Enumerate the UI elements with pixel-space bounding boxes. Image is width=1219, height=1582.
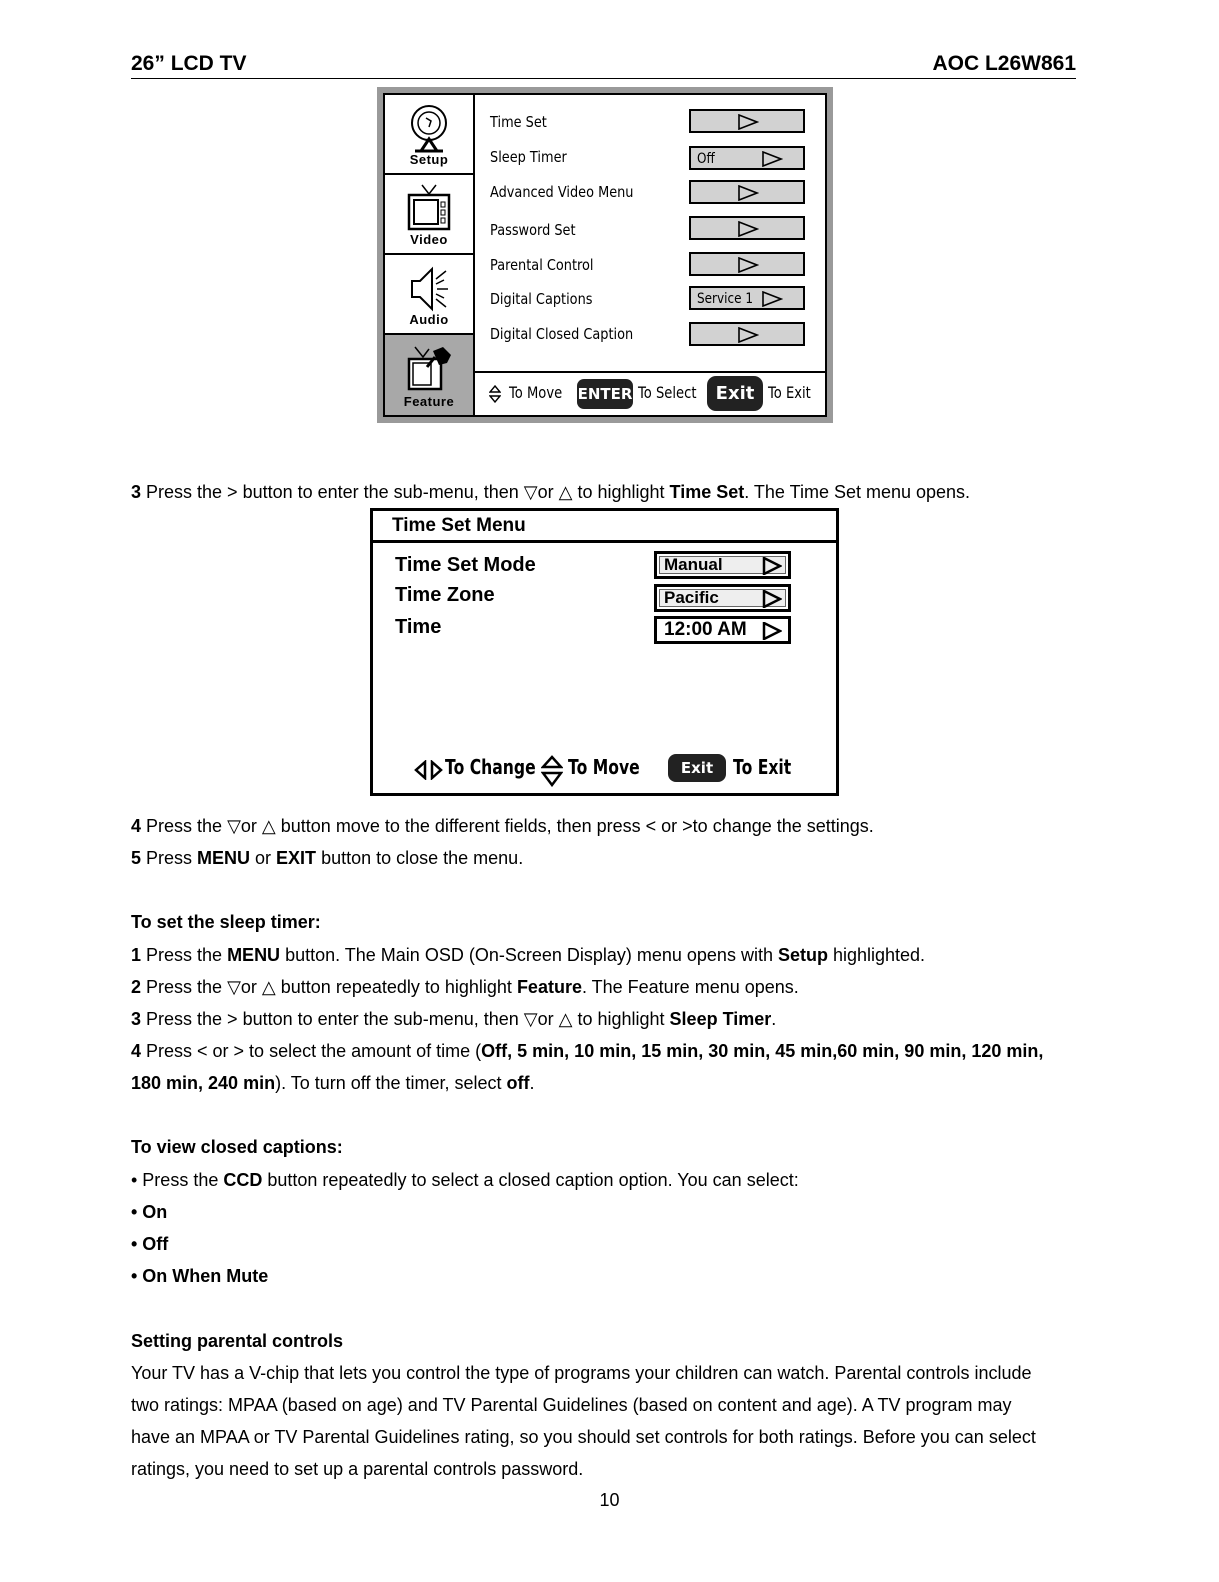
setup-icon: [407, 103, 451, 153]
down-triangle-icon: ▽: [523, 482, 538, 502]
exit-key-badge: Exit: [668, 754, 726, 782]
parental-paragraph-line: have an MPAA or TV Parental Guidelines rating, so you should set controls for both ratings. Before you can select: [131, 1427, 1036, 1447]
sleep-step-2: 2 Press the ▽or △ button repeatedly to highlight Feature. The Feature menu opens.: [131, 977, 799, 997]
arrow-right-icon: [737, 257, 759, 273]
down-triangle-icon: ▽: [227, 977, 241, 997]
parental-paragraph-line: Your TV has a V-chip that lets you control the type of programs your children can watch. Parental controls include: [131, 1363, 1032, 1383]
time-set-mode-value: Manual: [654, 551, 791, 579]
sleep-step-3: 3 Press the > button to enter the sub-menu, then ▽or △ to highlight Sleep Timer.: [131, 1009, 777, 1029]
captions-heading: To view closed captions:: [131, 1137, 343, 1157]
tab-audio: [385, 255, 473, 335]
arrow-right-icon: [762, 590, 782, 608]
sleep-timer-heading: To set the sleep timer:: [131, 912, 321, 932]
enter-key-badge: ENTER: [577, 379, 633, 409]
up-triangle-icon: △: [261, 977, 276, 997]
captions-instruction: • Press the CCD button repeatedly to select a closed caption option. You can select:: [131, 1170, 799, 1190]
value-box-advanced-video: [689, 180, 805, 204]
arrow-right-icon: [737, 185, 759, 201]
menu-item-parental-control: Parental Control: [490, 256, 594, 274]
osd-sidebar: [385, 95, 475, 415]
time-set-mode-label: Time Set Mode: [395, 554, 536, 576]
time-zone-label: Time Zone: [395, 584, 495, 606]
header-model-type: 26” LCD TV: [131, 52, 247, 75]
header-model-name: AOC L26W861: [932, 52, 1076, 75]
step-3-text: 3 Press the > button to enter the sub-menu, then ▽or △ to highlight Time Set. The Time Set menu opens.: [131, 482, 971, 502]
menu-item-sleep-timer: Sleep Timer: [490, 148, 567, 166]
step-4-text: 4 Press the ▽or △ button move to the different fields, then press < or >to change the settings.: [131, 816, 874, 836]
value-box-time-set: [689, 109, 805, 133]
arrow-right-icon: [737, 221, 759, 237]
up-down-arrow-icon: [489, 385, 501, 403]
menu-item-advanced-video: Advanced Video Menu: [490, 183, 634, 201]
page-header: [131, 52, 1076, 79]
page-number: 10: [599, 1490, 620, 1510]
footer-exit-text: To Exit: [733, 755, 792, 779]
tab-label: Video: [410, 232, 448, 247]
feature-icon: [403, 343, 455, 393]
time-label: Time: [395, 616, 442, 638]
parental-paragraph-line: two ratings: MPAA (based on age) and TV Parental Guidelines (based on content and age). A TV program may: [131, 1395, 1012, 1415]
time-zone-value: Pacific: [654, 584, 791, 612]
speaker-icon: [406, 263, 452, 313]
arrow-right-icon: [761, 291, 783, 307]
tab-video: [385, 175, 473, 255]
time-set-menu-title: Time Set Menu: [373, 511, 836, 543]
menu-item-digital-closed-caption: Digital Closed Caption: [490, 325, 634, 343]
down-triangle-icon: ▽: [227, 816, 241, 836]
exit-key-badge: Exit: [707, 376, 763, 411]
time-set-menu-figure: [370, 508, 839, 796]
arrow-right-icon: [761, 151, 783, 167]
sleep-step-4: 4 Press < or > to select the amount of time (Off, 5 min, 10 min, 15 min, 30 min, 45 min,60 min, 90 min, 120 min,: [131, 1041, 1044, 1061]
tab-feature: [385, 335, 473, 415]
caption-option-on: • On: [131, 1202, 168, 1222]
up-triangle-icon: △: [558, 1009, 573, 1029]
tab-setup: [385, 95, 473, 175]
tab-label: Audio: [409, 312, 449, 327]
footer-move-text: To Move: [509, 383, 563, 402]
parental-paragraph-line: ratings, you need to set up a parental controls password.: [131, 1459, 584, 1479]
arrow-right-icon: [737, 114, 759, 130]
menu-item-digital-captions: Digital Captions: [490, 290, 593, 308]
down-triangle-icon: ▽: [523, 1009, 538, 1029]
step-5-text: 5 Press MENU or EXIT button to close the menu.: [131, 848, 524, 868]
value-box-parental-control: [689, 252, 805, 276]
parental-heading: Setting parental controls: [131, 1331, 344, 1351]
footer-select-text: To Select: [638, 383, 697, 402]
arrow-right-icon: [737, 327, 759, 343]
value-box-digital-captions: Service 1: [689, 286, 805, 310]
time-value: 12:00 AM: [654, 616, 791, 644]
sleep-step-4-cont: 180 min, 240 min). To turn off the timer, select off.: [131, 1073, 535, 1093]
tv-icon: [406, 183, 452, 233]
value-box-sleep-timer: Off: [689, 146, 805, 170]
sleep-step-1: 1 Press the MENU button. The Main OSD (On-Screen Display) menu opens with Setup highlighted.: [131, 945, 926, 965]
up-triangle-icon: △: [261, 816, 276, 836]
footer-exit-text: To Exit: [768, 383, 811, 402]
footer-change-text: To Change: [445, 755, 536, 779]
up-triangle-icon: △: [558, 482, 573, 502]
menu-item-password-set: Password Set: [490, 221, 576, 239]
footer-move-text: To Move: [568, 755, 640, 779]
tab-label: Setup: [409, 152, 449, 167]
tab-label: Feature: [403, 394, 455, 409]
osd-footer: [475, 371, 827, 415]
arrow-right-icon: [762, 557, 782, 575]
left-right-arrow-icon: [413, 760, 445, 780]
up-down-arrow-icon: [541, 755, 563, 787]
caption-option-on-when-mute: • On When Mute: [131, 1266, 269, 1286]
feature-menu-figure: [377, 87, 833, 423]
value-box-digital-closed-caption: [689, 322, 805, 346]
value-box-password-set: [689, 216, 805, 240]
caption-option-off: • Off: [131, 1234, 169, 1254]
arrow-right-icon: [762, 622, 782, 640]
menu-item-time-set: Time Set: [490, 113, 547, 131]
